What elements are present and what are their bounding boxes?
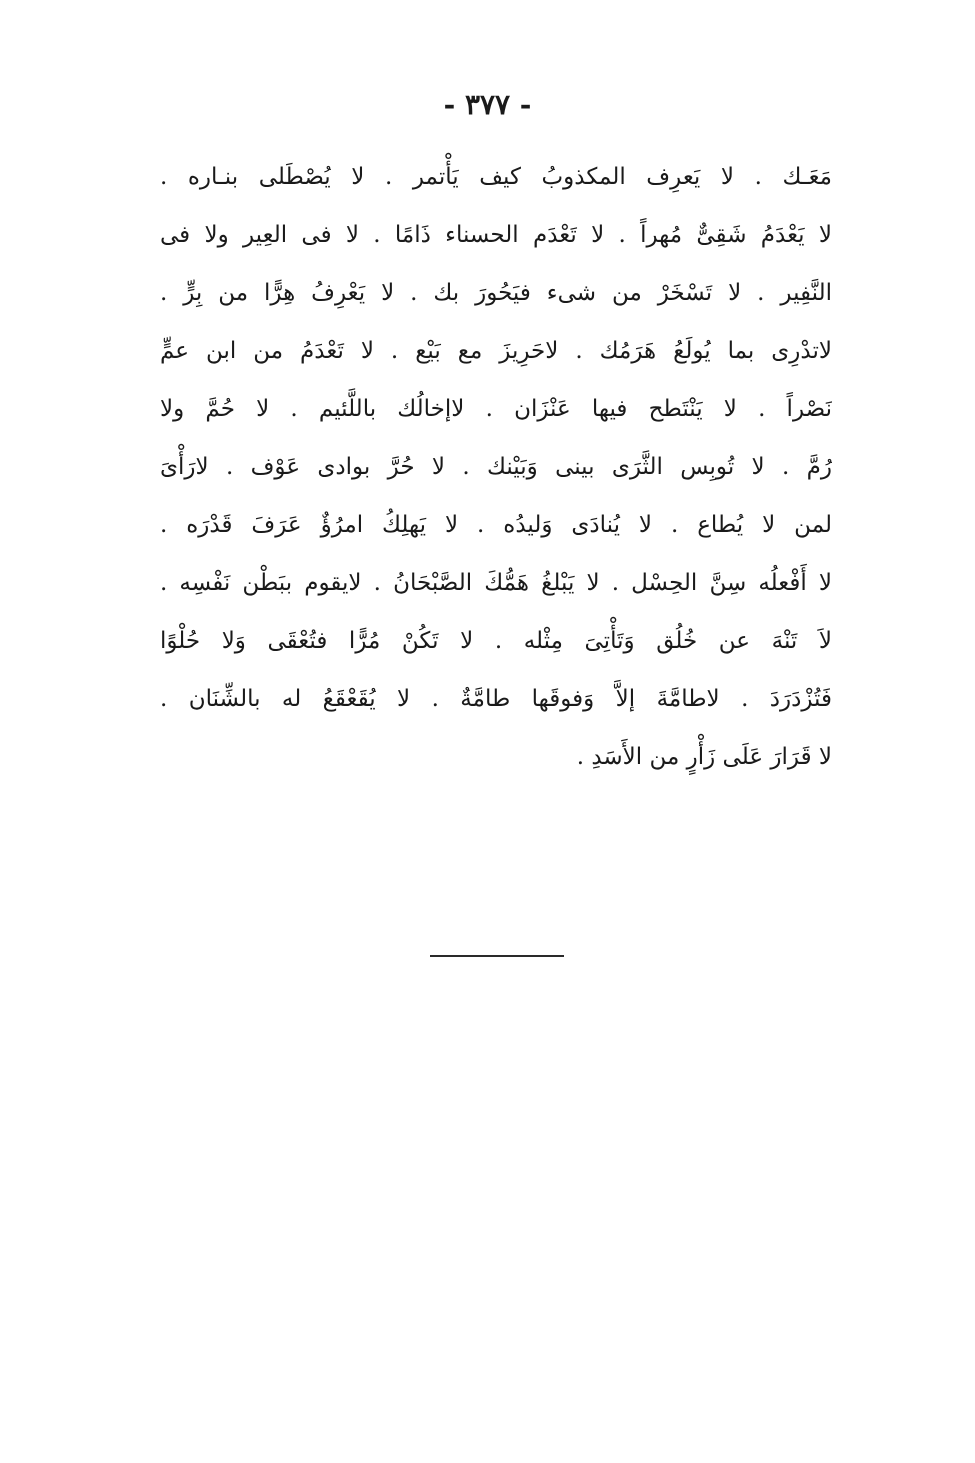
text-line: نَصْراً . لا يَنْتَطح فيها عَنْزَان . لاإخالُك باللَّئيم . لا حُمَّ ولا <box>160 396 832 422</box>
text-line: لاَ تَنْهَ عن خُلُق وَتَأْتِىَ مِثْله . لا تَكُنْ مُرًّا فتُعْقَى وَلا حُلْوًا <box>160 628 832 654</box>
text-line: فَتُزْدَرَدَ . لاطامَّةَ إلاَّ وَفوقَها طامَّةٌ . لا يُقَعْقَعُ له بالشِّنَان . <box>160 686 832 712</box>
proverbs-text-block <box>160 148 832 786</box>
text-line: مَعَـك . لا يَعرِف المكذوبُ كيف يَأْتمر . لا يُصْطَلى بنـاره . <box>160 164 832 190</box>
text-line-last: لا قَرَارَ عَلَى زَأْرٍ من الأَسَدِ . <box>576 744 832 770</box>
text-line: لا أَفْعلُه سِنَّ الحِسْل . لا يَبْلغُ هَمُّكَ الصَّبْحَانُ . لايقوم ببَطْن نَفْسِه . <box>160 570 832 596</box>
text-line: النَّفِير . لا تَسْخَرْ من شىء فيَحُورَ بك . لا يَعْرِفُ هِرًّا من بِرٍّ . <box>160 280 832 306</box>
text-line: رُمَّ . لا تُوبِس الثَّرَى بينى وَبَيْنك . لا حُرَّ بوادى عَوْف . لارَأْىَ <box>160 454 832 480</box>
text-line: لمن لا يُطاع . لا يُنادَى وَليدُه . لا يَهلِكُ امرُؤٌ عَرَفَ قَدْرَه . <box>160 512 832 538</box>
text-line: لا يَعْدَمُ شَقِىٌّ مُهراً . لا تَعْدَم الحسناء ذَامًا . لا فى العِير ولا فى <box>160 222 832 248</box>
page-number: - ٣٧٧ - <box>443 88 532 121</box>
text-line: لاتدْرِى بما يُولَعُ هَرَمُك . لاحَرِيزَ مع بَيْع . لا تَعْدَمُ من ابن عمٍّ <box>160 338 832 364</box>
end-of-section-rule <box>430 955 564 957</box>
